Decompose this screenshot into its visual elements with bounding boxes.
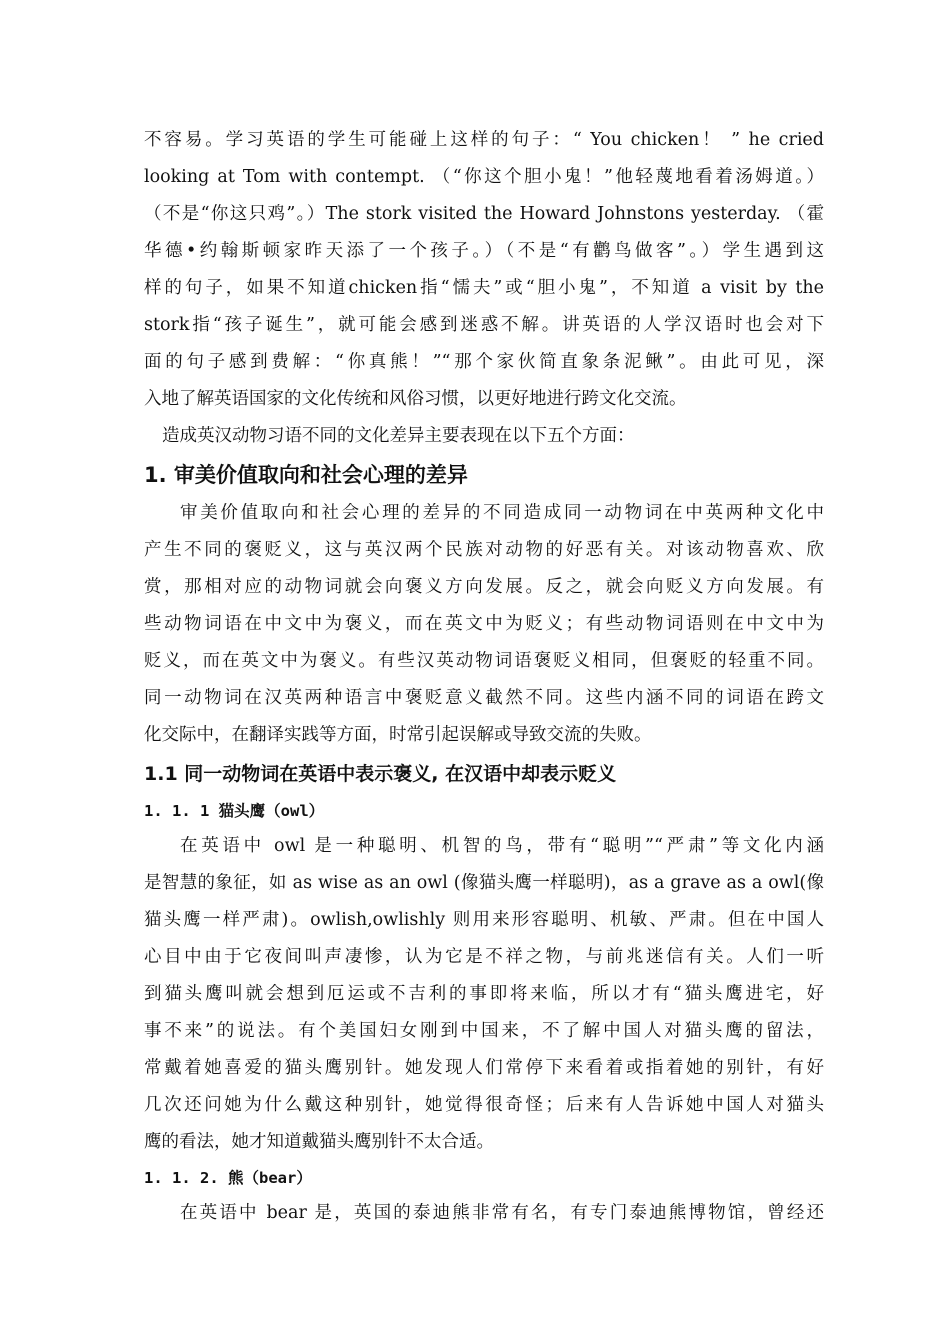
text-line: 在英语中 owl 是一种聪明、机智的鸟，带有“聪明”“严肃”等文化内涵 [180,836,824,856]
text-line: 鹰的看法，她才知道戴猫头鹰别针不太合适。 [144,1132,494,1152]
text-line: （不是“你这只鸡”。）The stork visited the Howard Johnstons yesterday. （霍 [144,204,824,224]
section-1-1-1-paragraph [144,828,824,1161]
text-line: 几次还问她为什么戴这种别针，她觉得很奇怪；后来有人告诉她中国人对猫头 [144,1095,824,1115]
text-line: 贬义，而在英文中为褒义。有些汉英动物词语褒贬义相同，但褒贬的轻重不同。 [144,651,824,671]
text-line: 到猫头鹰叫就会想到厄运或不吉利的事即将来临，所以才有“猫头鹰进宅，好 [144,984,824,1004]
text-line: 入地了解英语国家的文化传统和风俗习惯，以更好地进行跨文化交流。 [144,389,687,409]
text-line: 产生不同的褒贬义，这与英汉两个民族对动物的好恶有关。对该动物喜欢、欣 [144,540,824,560]
text-line: 常戴着她喜爱的猫头鹰别针。她发现人们常停下来看着或指着她的别针，有好 [144,1058,824,1078]
text-line: 是智慧的象征，如 as wise as an owl (像猫头鹰一样聪明)，as a grave as a owl(像 [144,873,824,893]
section-heading-1-1-2: 1. 1. 2. 熊（bear） [144,1169,312,1187]
text-line: 赏，那相对应的动物词就会向褒义方向发展。反之，就会向贬义方向发展。有 [144,577,824,597]
section-heading-1-1: 1.1 同一动物词在英语中表示褒义, 在汉语中却表示贬义 [144,763,617,785]
text-line: 审美价值取向和社会心理的差异的不同造成同一动物词在中英两种文化中 [180,503,824,523]
document-body [144,122,824,1232]
text-line: 样的句子，如果不知道chicken指“懦夫”或“胆小鬼”，不知道 a visit by the [144,278,824,298]
text-line: 些动物词语在中文中为褒义，而在英文中为贬义；有些动物词语则在中文中为 [144,614,824,634]
text-line: 不容易。学习英语的学生可能碰上这样的句子：“ You chicken！ ” he cried [144,130,824,150]
text-line: 面的句子感到费解：“你真熊！”“那个家伙简直象条泥鳅”。由此可见，深 [144,352,824,372]
section-1-1-2-paragraph [144,1195,824,1232]
text-line: 心目中由于它夜间叫声凄惨，认为它是不祥之物，与前兆迷信有关。人们一听 [144,947,824,967]
text-line: 事不来”的说法。有个美国妇女刚到中国来，不了解中国人对猫头鹰的留法， [144,1021,824,1041]
section-heading-1: 1. 审美价值取向和社会心理的差异 [144,463,468,487]
text-line: stork指“孩子诞生”，就可能会感到迷惑不解。讲英语的人学汉语时也会对下 [144,315,824,335]
text-line: 猫头鹰一样严肃)。owlish,owlishly 则用来形容聪明、机敏、严肃。但在中国人 [144,910,824,930]
text-line: 化交际中，在翻译实践等方面，时常引起误解或导致交流的失败。 [144,725,652,745]
section-heading-1-1-1: 1. 1. 1 猫头鹰（owl） [144,802,325,820]
text-line: 华德•约翰斯顿家昨天添了一个孩子。）（不是“有鹳鸟做客”。）学生遇到这 [144,241,824,261]
text-line: looking at Tom with contempt. （“你这个胆小鬼！”他轻蔑地看着汤姆道。） [144,167,824,187]
section-1-paragraph [144,495,824,754]
summary-line: 造成英汉动物习语不同的文化差异主要表现在以下五个方面： [162,426,635,446]
text-line: 同一动物词在汉英两种语言中褒贬意义截然不同。这些内涵不同的词语在跨文 [144,688,824,708]
text-line: 在英语中 bear 是，英国的泰迪熊非常有名，有专门泰迪熊博物馆，曾经还 [180,1203,824,1223]
intro-paragraph [144,122,824,418]
